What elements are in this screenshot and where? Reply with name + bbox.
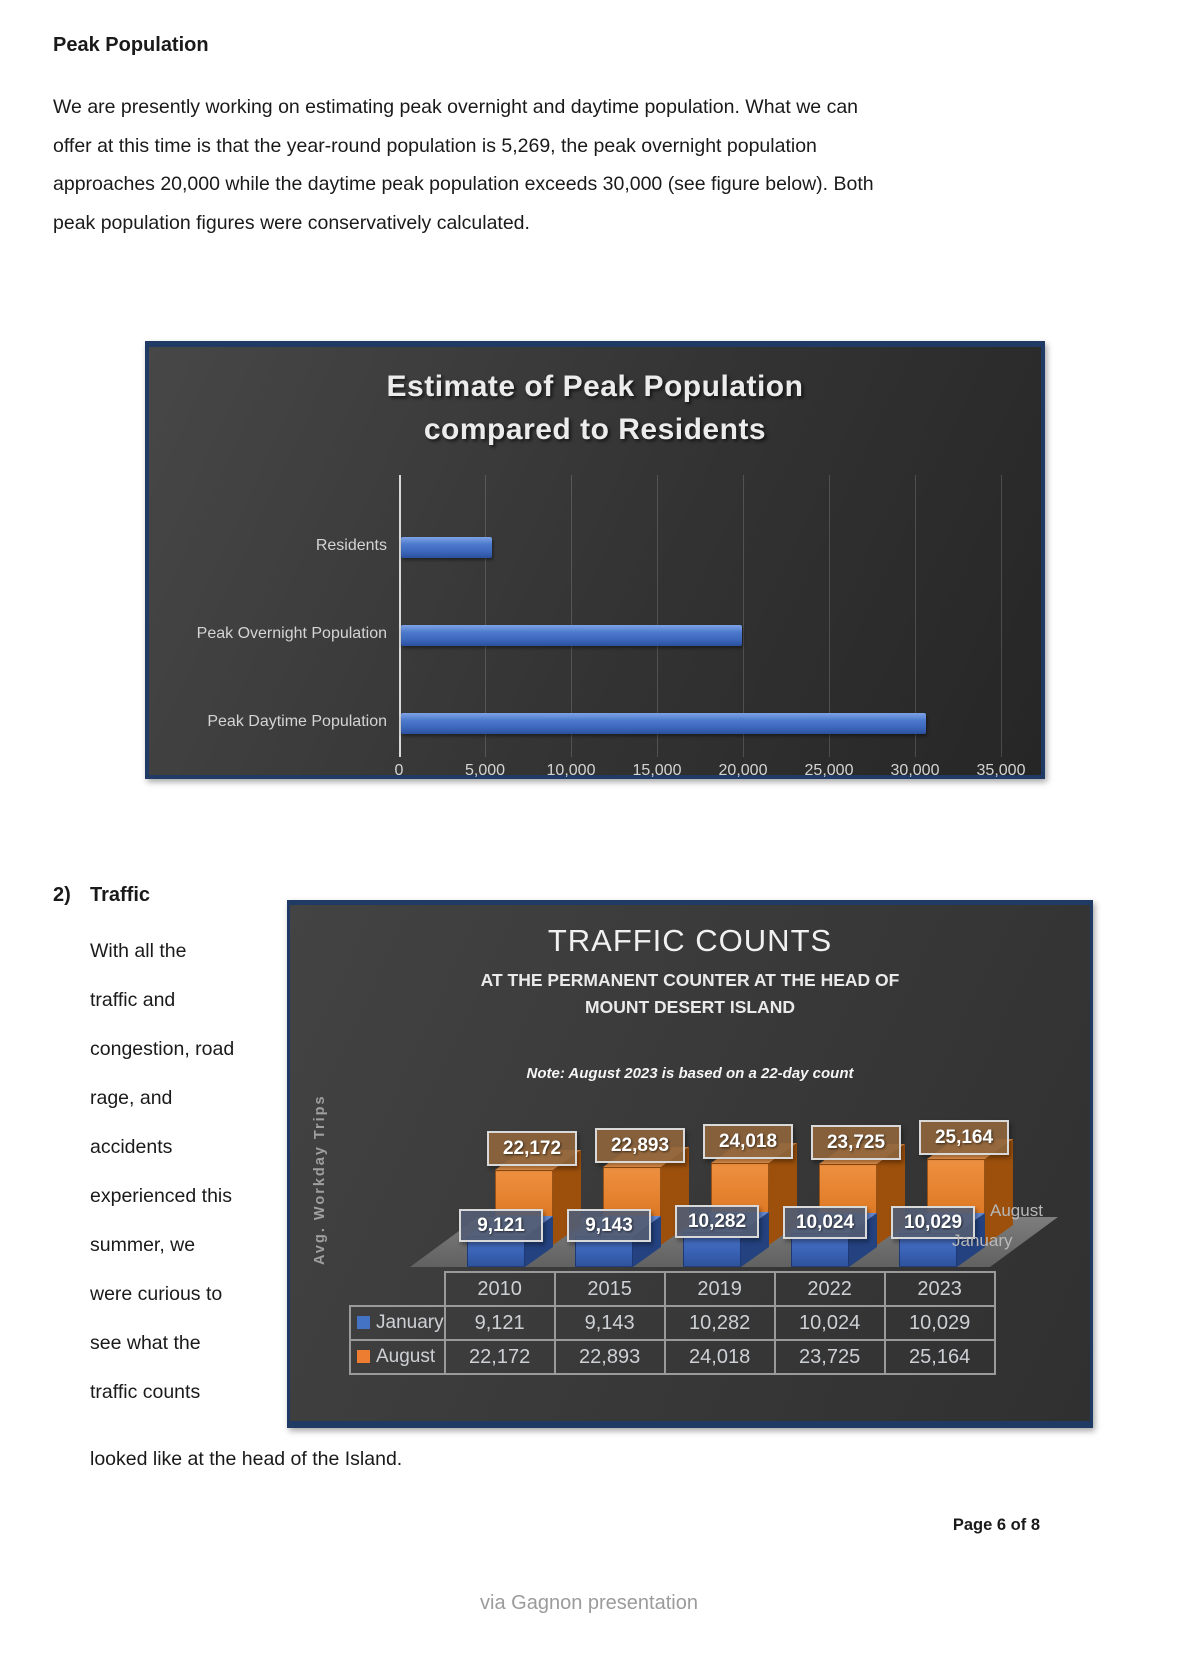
side-text-line: were curious to [90, 1283, 223, 1305]
paragraph-line: approaches 20,000 while the daytime peak population exceeds 30,000 (see figure below). Both [53, 173, 874, 195]
january-data-label-2010: 9,121 [459, 1209, 543, 1242]
x-tick-label: 0 [394, 762, 404, 779]
table-value-cell: 24,018 [665, 1340, 775, 1374]
x-tick-label: 25,000 [804, 762, 854, 779]
x-tick-label: 30,000 [890, 762, 940, 779]
traffic-counts-chart [287, 900, 1093, 1428]
x-tick-label: 20,000 [718, 762, 768, 779]
table-year-header: 2022 [775, 1272, 885, 1306]
side-text-line: experienced this [90, 1185, 233, 1207]
side-text-line: rage, and [90, 1087, 173, 1109]
table-value-cell: 25,164 [885, 1340, 995, 1374]
table-value-cell: 23,725 [775, 1340, 885, 1374]
paragraph-line: offer at this time is that the year-round population is 5,269, the peak overnight population [53, 134, 817, 157]
january-data-label-2019: 10,282 [675, 1205, 759, 1238]
series-axis-label-august: August [990, 1201, 1043, 1220]
chart-title-line2: compared to Residents [423, 413, 767, 446]
chart-subtitle-line1: AT THE PERMANENT COUNTER AT THE HEAD OF [480, 970, 900, 990]
table-series-label-august: August [350, 1340, 445, 1374]
chart-note: Note: August 2023 is based on a 22-day count [526, 1065, 854, 1082]
data-table [349, 1271, 996, 1375]
paragraph-line: We are presently working on estimating peak overnight and daytime population. What we can [53, 96, 859, 118]
side-text-line: With all the [90, 940, 187, 962]
january-legend-swatch [357, 1316, 370, 1329]
side-text-line: congestion, road [90, 1038, 235, 1060]
category-label: Peak Daytime Population [207, 713, 387, 730]
x-tick-label: 5,000 [464, 762, 506, 779]
table-value-cell: 9,143 [555, 1306, 665, 1340]
category-label: Residents [315, 537, 387, 554]
table-year-header: 2023 [885, 1272, 995, 1306]
january-data-label-2023: 10,029 [891, 1206, 975, 1239]
table-year-header: 2010 [445, 1272, 555, 1306]
august-data-label-2019: 24,018 [703, 1124, 793, 1159]
august-data-label-2010: 22,172 [487, 1131, 577, 1166]
y-axis-label: Avg. Workday Trips [312, 1094, 328, 1266]
table-corner-blank [350, 1272, 445, 1306]
side-text-line: traffic and [90, 989, 176, 1011]
page-title: Peak Population [53, 34, 209, 56]
peak-population-chart [145, 341, 1045, 779]
intro-paragraph [53, 88, 1053, 242]
x-tick-label: 15,000 [632, 762, 682, 779]
table-value-cell: 10,282 [665, 1306, 775, 1340]
section-title-traffic: Traffic [90, 884, 151, 906]
table-value-cell: 10,024 [775, 1306, 885, 1340]
x-tick-label: 35,000 [976, 762, 1026, 779]
page-number: Page 6 of 8 [952, 1516, 1040, 1534]
table-series-label-january: January [350, 1306, 445, 1340]
table-value-cell: 9,121 [445, 1306, 555, 1340]
january-data-label-2022: 10,024 [783, 1206, 867, 1239]
category-label: Peak Overnight Population [196, 625, 387, 642]
side-text-line: traffic counts [90, 1381, 201, 1403]
january-data-label-2015: 9,143 [567, 1209, 651, 1242]
paragraph-line: peak population figures were conservatively calculated. [53, 211, 530, 234]
august-data-label-2023: 25,164 [919, 1120, 1009, 1155]
table-value-cell: 22,172 [445, 1340, 555, 1374]
side-text-line: accidents [90, 1136, 173, 1158]
bar-plot-area [196, 481, 1026, 779]
bar-1 [401, 537, 492, 558]
chart-title [149, 365, 1041, 451]
august-data-label-2022: 23,725 [811, 1125, 901, 1160]
table-year-header: 2015 [555, 1272, 665, 1306]
table-year-header: 2019 [665, 1272, 775, 1306]
bar-2 [401, 625, 742, 646]
traffic-side-text [90, 940, 290, 1430]
series-axis-label-january: January [952, 1231, 1013, 1250]
chart-title-line1: Estimate of Peak Population [386, 370, 804, 403]
bar-3 [401, 713, 926, 734]
table-value-cell: 22,893 [555, 1340, 665, 1374]
closing-line: looked like at the head of the Island. [90, 1448, 403, 1470]
chart-subtitle-line2: MOUNT DESERT ISLAND [585, 997, 795, 1017]
table-value-cell: 10,029 [885, 1306, 995, 1340]
chart-title: TRAFFIC COUNTS [547, 923, 833, 958]
august-legend-swatch [357, 1350, 370, 1363]
x-tick-label: 10,000 [546, 762, 596, 779]
august-data-label-2015: 22,893 [595, 1128, 685, 1163]
section-number: 2) [53, 884, 71, 906]
gridline [1001, 475, 1002, 757]
side-text-line: summer, we [90, 1234, 196, 1256]
side-text-line: see what the [90, 1332, 201, 1354]
attribution-caption: via Gagnon presentation [480, 1592, 698, 1614]
